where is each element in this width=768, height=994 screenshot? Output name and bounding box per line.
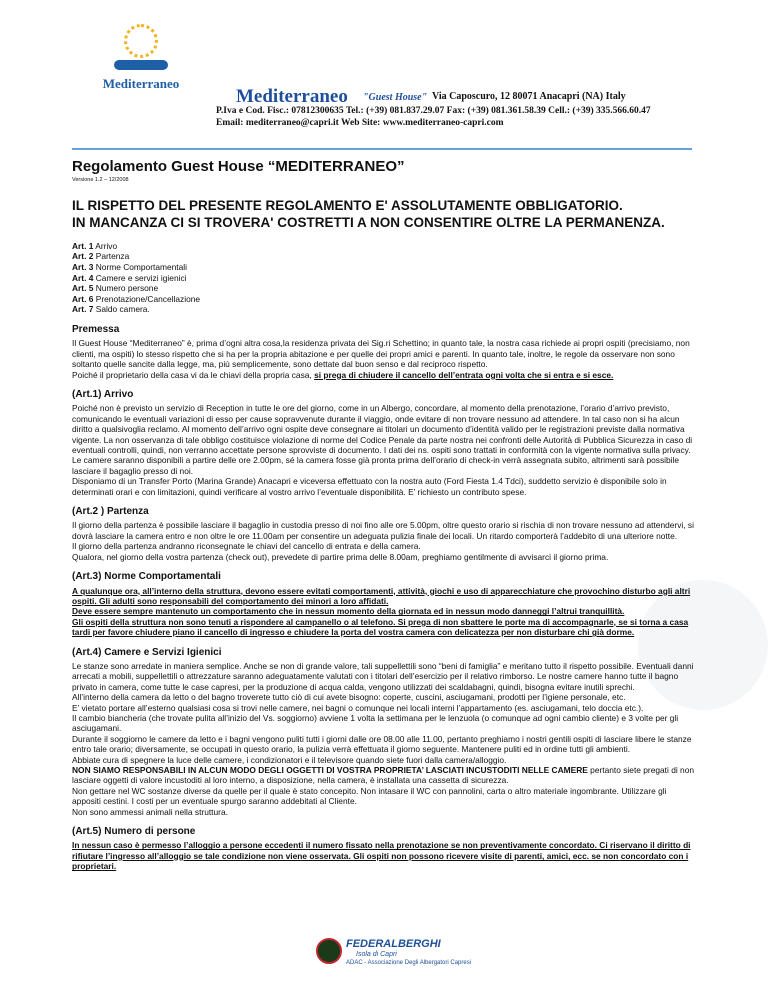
warning-line: IL RISPETTO DEL PRESENTE REGOLAMENTO E' ASSOLUTAMENTE OBBLIGATORIO. — [72, 197, 623, 213]
section-heading-art1: (Art.1) Arrivo — [72, 389, 134, 400]
federalberghi-logo — [316, 938, 516, 978]
art3-paragraph: Deve essere sempre mantenuto un comportamento che in nessun momento della giornata ed in nessun modo danneggi l’altrui tranquillità. — [72, 606, 625, 617]
toc-item: Art. 5 Numero persone — [72, 283, 159, 294]
document-body — [72, 150, 696, 872]
art3-paragraph: Gli ospiti della struttura non sono tenuti a rispondere al campanello o al telefono. Si prega di non sbattere le porte ma di accompagnarle, se si torna a casa tardi per favore chiudere piano il cancello di ingresso e chiudere la porta del vostra camera con delicatezza per non disturbare chi già dorme. — [72, 616, 689, 638]
art4-paragraph: Il cambio biancheria (che trovate pulita all’inizio del Vs. soggiorno) avviene 1 volta la settimana per le lenzuola (o comunque ad ogni cambio cliente) e 3 volte per gli asciugamani. — [72, 712, 679, 734]
premessa-text: Il Guest House “Mediterraneo” è, prima d’ogni altra cosa,la residenza privata dei Sig.ri Schettino; in quanto tale, la nostra casa richiede ai propri ospiti (precisiamo, non clienti, ma ospiti) lo stesso rispetto che si ha per la propria abitazione e per quelle dei propri amici e parenti. In quanto tale, inoltre, le regole da osservare non sono soltanto quelle sancite dalla legge, ma, più semplicemente, sono dettate dal buon senso e dal reciproco rispetto. — [72, 338, 690, 370]
toc-item: Art. 1 Arrivo — [72, 240, 118, 251]
art1-paragraph: Poiché non è previsto un servizio di Reception in tutte le ore del giorno, come in un Albergo, concordare, al momento della prenotazione, l’orario d’arrivo previsto, comunicando le eventuali variazioni di esso per cause sopravvenute durante il viaggio, onde evitare di non trovare nessuno ad attendere. In tal caso non si ha alcun diritto a qualsivoglia reclamo. Al momento dell’arrivo ogni ospite deve consegnare ai titolari un documento d’identità valido per le registrazioni previste dalla normativa vigente. La non osservanza di tale obbligo costituisce violazione di norme del Codice Penale da parte nostra nei confronti delle Autorità di Pubblica Sicurezza in caso di eventuali controlli, quindi, non verranno accettate persone sprovviste di documento. I dati dei ns. ospiti sono trattati in conformità con la vigente normativa sulla privacy. Le camere saranno disponibili a partire delle ore 2.00pm, sé la camera fosse già pronta prima dell’orario di check-in verrà assegnata subito, altrimenti sarà possibile lasciare il bagaglio presso di noi. — [72, 403, 693, 476]
footer-brand: FEDERALBERGHI — [346, 938, 441, 950]
toc-item: Art. 2 Partenza — [72, 251, 130, 262]
art4-paragraph: Non sono ammessi animali nella struttura. — [72, 806, 228, 817]
section-heading-art5: (Art.5) Numero di persone — [72, 826, 196, 838]
logo-name: Mediterraneo — [102, 76, 180, 91]
table-of-contents — [72, 241, 696, 315]
header-contact-line: P.Iva e Cod. Fisc.: 07812300635 Tel.: (+39) 081.837.29.07 Fax: (+39) 081.361.58.39 Cell.: (+39) 335.566.60.47 — [216, 106, 651, 116]
warning-line: IN MANCANZA CI SI TROVERA' COSTRETTI A NON CONSENTIRE OLTRE LA PERMANENZA. — [72, 214, 665, 230]
art5-paragraph: In nessun caso è permesso l’alloggio a persone eccedenti il numero fissato nella prenotazione se non preventivamente concordato. Ci riservano il diritto di rifiutare l’ingresso all’alloggio se tale condizione non viene osservata. Gli ospiti non possono ricevere visite di parenti, amici, ecc. se non concordato con i proprietari. — [72, 840, 691, 872]
document-title: Regolamento Guest House “MEDITERRANEO” — [72, 158, 405, 175]
header-address: Via Caposcuro, 12 80071 Anacapri (NA) Italy — [432, 91, 626, 102]
art4-paragraph: NON SIAMO RESPONSABILI IN ALCUN MODO DEGLI OGGETTI DI VOSTRA PROPRIETA’ LASCIATI INCUSTODITI NELLE CAMERE pertanto siete pregati di non lasciare oggetti di valore incustoditi al loro interno, a disposizione, nella camera, è installata una cassetta di sicurezza. — [72, 765, 695, 786]
art4-paragraph: E’ vietato portare all’esterno qualsiasi cosa si trovi nelle camere, nei bagni o comunque nei locali interni l’appartamento (es. asciugamani, telo doccia etc.). — [72, 702, 644, 713]
footer-sub: Isola di Capri — [356, 951, 397, 958]
mediterraneo-logo — [96, 24, 186, 96]
art2-paragraph: Il giorno della partenza andranno riconsegnate le chiavi del cancello di entrata e della camera. — [72, 541, 421, 552]
art4-paragraph: All’interno della camera da letto o del bagno troverete tutto ciò di cui avete bisogno: coperte, cuscini, asciugamani, prodotti per l’igiene personale, etc. — [72, 692, 626, 703]
section-heading-art4: (Art.4) Camere e Servizi Igienici — [72, 646, 222, 658]
wave-icon — [114, 60, 168, 70]
art4-paragraph: Non gettare nel WC sostanze diverse da quelle per il quale è stato concepito. Non intasare il WC con pannolini, carta o altro materiale ingombrante. Utilizzare gli appositi cestini. I costi per un eventuale spurgo saranno addebitati al Cliente. — [72, 785, 667, 807]
art2-paragraph: Qualora, nel giorno della vostra partenza (check out), prevedete di partire prima delle 8.00am, preghiamo gentilmente di avvisarci il giorno prima. — [72, 551, 609, 562]
header-brand-sub: "Guest House" — [363, 92, 428, 103]
section-heading-art3: (Art.3) Norme Comportamentali — [72, 571, 221, 583]
warning-notice — [72, 197, 696, 231]
art2-paragraph: Il giorno della partenza è possibile lasciare il bagaglio in custodia presso di noi fino alle ore 5.00pm, oltre questo orario si rischia di non trovare nessuno ad attendervi, si dovrà lasciare la camera entro e non oltre le ore 11.00am per consentire un adeguata pulizia finale dei locali. Un ritardo comporterà l’addebito di una ulteriore notte. — [72, 520, 694, 541]
federalberghi-emblem-icon — [316, 938, 342, 964]
toc-item: Art. 4 Camere e servizi igienici — [72, 272, 187, 283]
toc-item: Art. 6 Prenotazione/Cancellazione — [72, 293, 201, 304]
art4-paragraph: Le stanze sono arredate in maniera semplice. Anche se non di grande valore, tali suppellettili sono “beni di famiglia” e meritano tutto il rispetto possibile. Eventuali danni arrecati a mobili, suppellettili o attrezzature saranno adeguatamente valutati con i titolari dell’esercizio per il relativo rimborso. Le nostre camere hanno tutte il bagno privato in camera, come tutte le case capresi, per la produzione di acqua calda, vengono utilizzati dei scaldabagni, quindi, bisogna evitare inutili sprechi. — [72, 660, 694, 692]
toc-item: Art. 7 Saldo camera. — [72, 304, 150, 315]
art4-paragraph: Abbiate cura di spegnere la luce delle camere, i condizionatori e il televisore quando siete fuori dalla camera/alloggio. — [72, 754, 507, 765]
premessa-text-2: Poiché il proprietario della casa vi da le chiavi della propria casa, si prega di chiudere il cancello dell’entrata ogni volta che si entra e si esce. — [72, 369, 614, 380]
art4-paragraph: Durante il soggiorno le camere da letto e i bagni vengono puliti tutti i giorni dalle ore 08.00 alle 11.00, pertanto preghiamo i nostri gentili ospiti di lasciare libere le stanze entro tale orario; diversamente, se occupati in questo orario, la pulizia verrà effettuata il giorno seguente. Mantenere puliti ed in ordine tutti gli ambienti. — [72, 733, 692, 755]
section-heading-premessa: Premessa — [72, 323, 120, 335]
sun-icon — [124, 24, 158, 58]
header-web-line: Email: mediterraneo@capri.it Web Site: www.mediterraneo-capri.com — [216, 118, 504, 128]
toc-item: Art. 3 Norme Comportamentali — [72, 262, 187, 272]
header-brand: Mediterraneo — [236, 86, 348, 107]
art3-paragraph: A qualunque ora, all’interno della struttura, devono essere evitati comportamenti, attività, giochi e uso di apparecchiature che provochino disturbo agli altri ospiti. Gli adulti sono responsabili del comportamento dei minori a loro affidati. — [72, 585, 691, 606]
section-heading-art2: (Art.2 ) Partenza — [72, 506, 149, 518]
document-version: Versione 1.2 – 12/2008 — [72, 177, 129, 184]
art1-paragraph: Disponiamo di un Transfer Porto (Marina Grande) Anacapri e viceversa effettuato con la nostra auto (Ford Fiesta 1.4 Tdci), suddetto servizio è disponibile solo in determinati orari e con limitazioni, quindi verificare al vostro arrivo l’eventuale disponibilità. E’ richiesto un contributo spese. — [72, 476, 667, 497]
footer-association: ADAC - Associazione Degli Albergatori Capresi — [346, 960, 472, 966]
